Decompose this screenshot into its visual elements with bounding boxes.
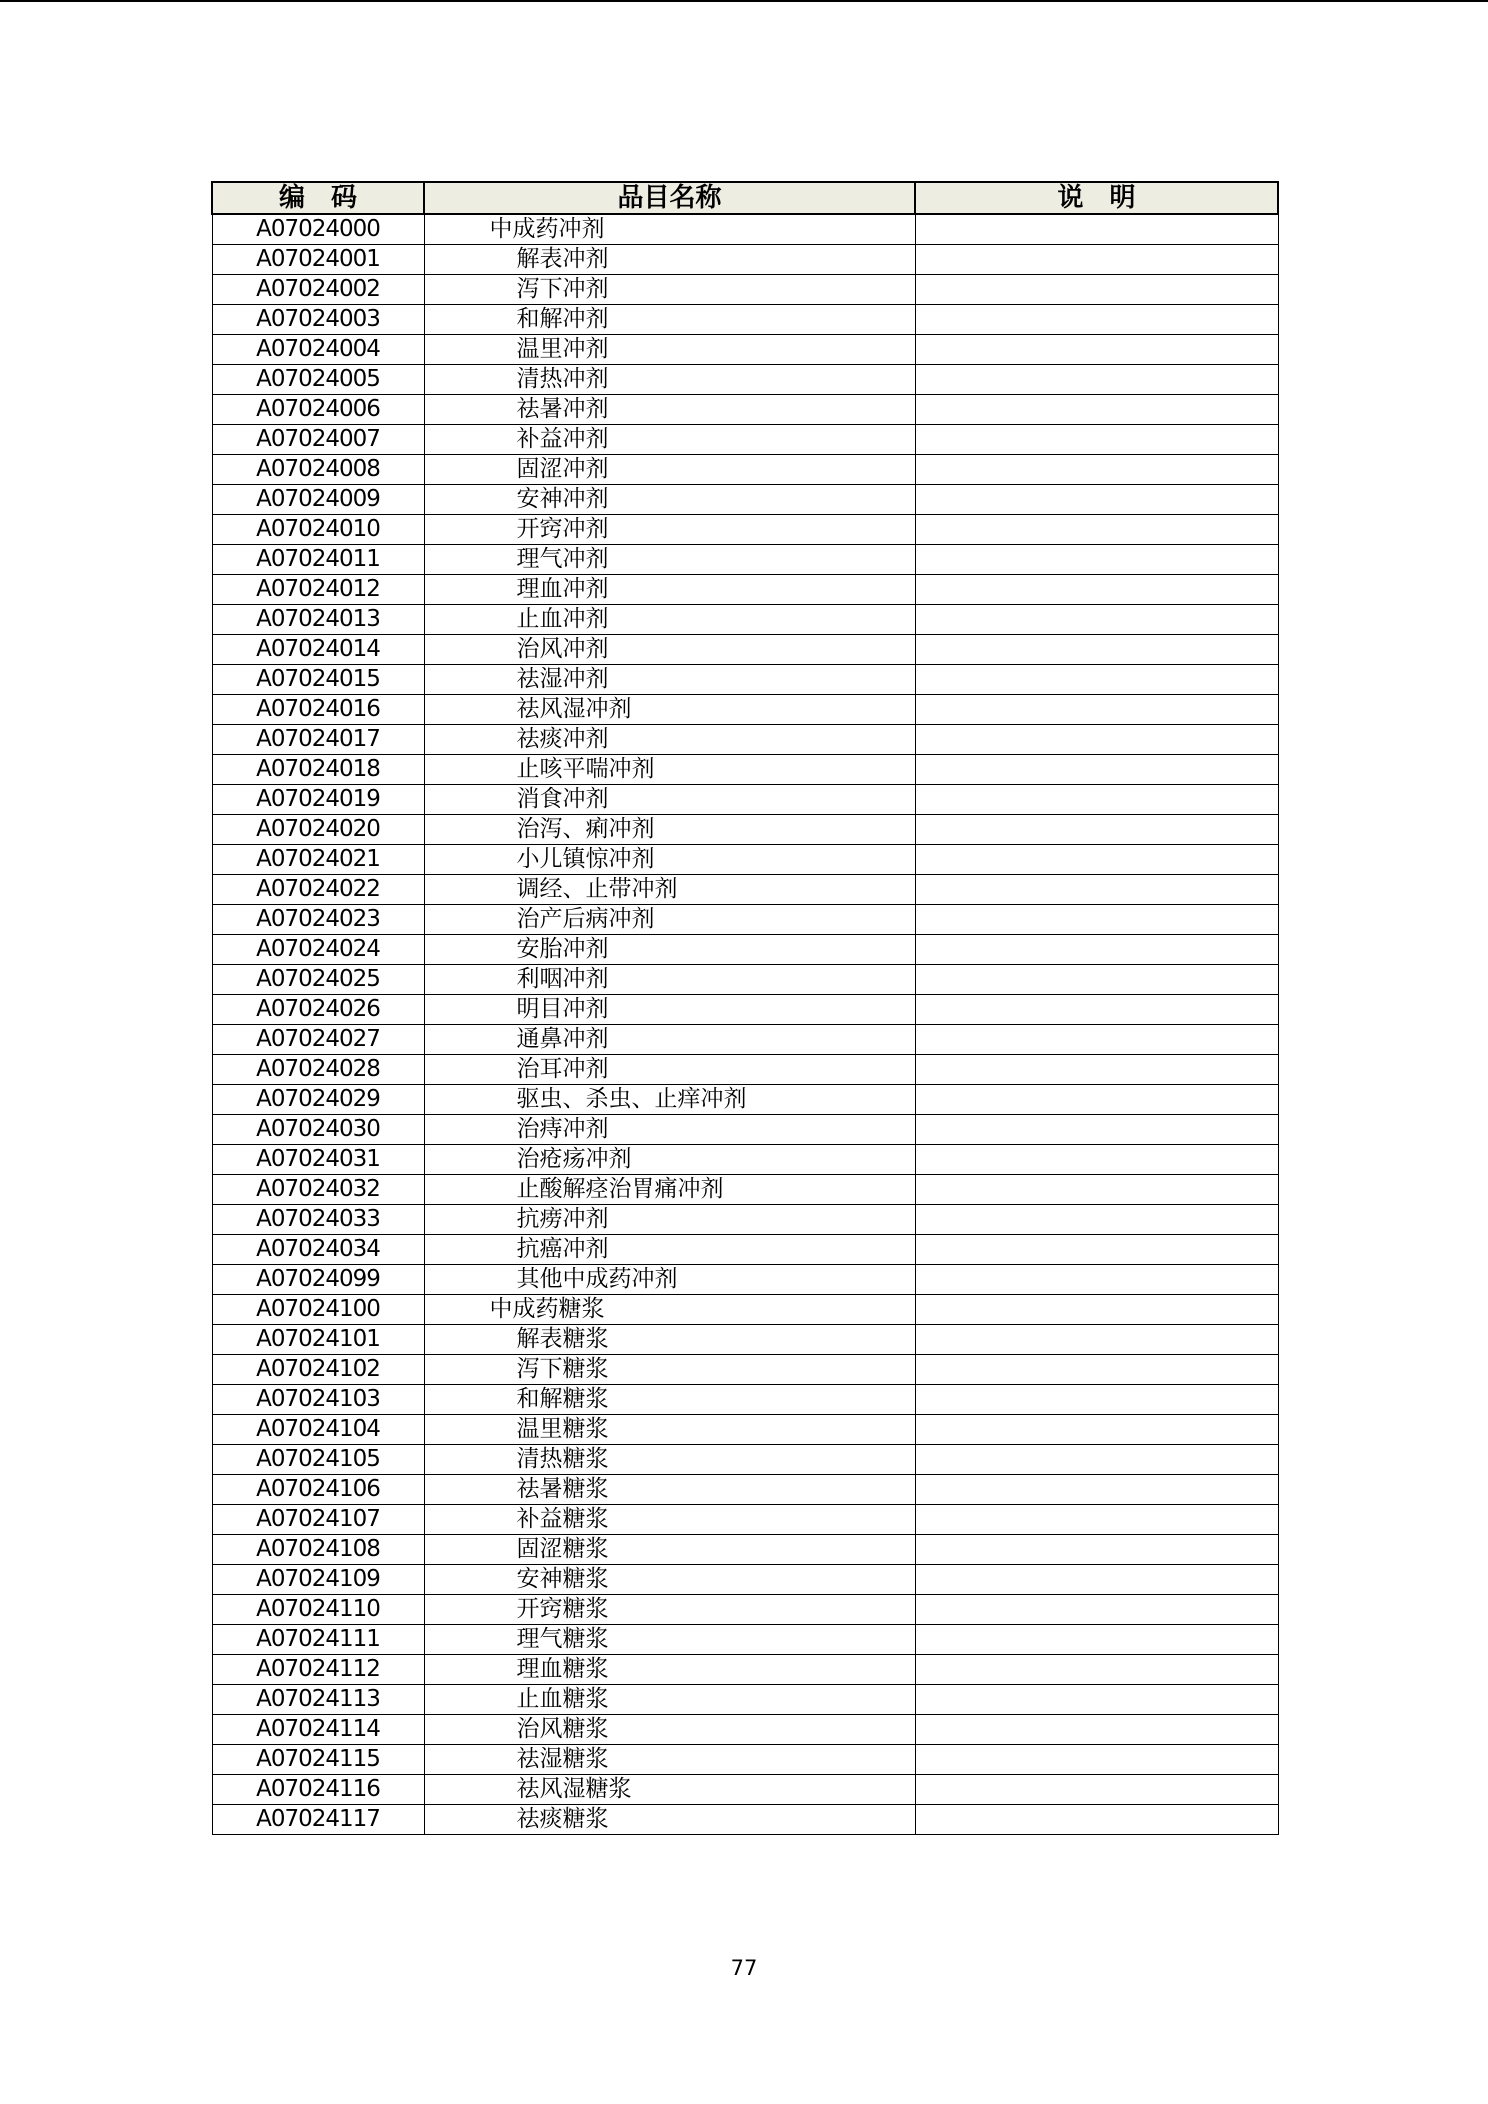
row-code: A07024013 [212, 605, 424, 635]
row-code: A07024014 [212, 635, 424, 665]
row-desc [915, 1205, 1278, 1235]
row-name: 治泻、痢冲剂 [424, 815, 915, 845]
row-code: A07024111 [212, 1625, 424, 1655]
table-row [212, 545, 1278, 575]
row-name: 安胎冲剂 [424, 935, 915, 965]
row-code: A07024004 [212, 335, 424, 365]
table-row [212, 1055, 1278, 1085]
row-code: A07024101 [212, 1325, 424, 1355]
row-desc [915, 815, 1278, 845]
row-name: 祛暑糖浆 [424, 1475, 915, 1505]
table-row [212, 1355, 1278, 1385]
row-desc [915, 1805, 1278, 1835]
row-desc [915, 1475, 1278, 1505]
row-desc [915, 245, 1278, 275]
table-row [212, 1175, 1278, 1205]
row-desc [915, 935, 1278, 965]
table-row [212, 995, 1278, 1025]
row-name: 温里冲剂 [424, 335, 915, 365]
page-number: 77 [730, 1956, 758, 1980]
row-name: 祛风湿糖浆 [424, 1775, 915, 1805]
row-desc [915, 995, 1278, 1025]
row-name: 泻下冲剂 [424, 275, 915, 305]
row-code: A07024117 [212, 1805, 424, 1835]
row-desc [915, 515, 1278, 545]
row-desc [915, 1025, 1278, 1055]
row-desc [915, 1115, 1278, 1145]
row-desc [915, 965, 1278, 995]
row-code: A07024103 [212, 1385, 424, 1415]
row-desc [915, 1775, 1278, 1805]
table-row [212, 485, 1278, 515]
row-code: A07024018 [212, 755, 424, 785]
table-row [212, 1445, 1278, 1475]
row-code: A07024114 [212, 1715, 424, 1745]
row-code: A07024003 [212, 305, 424, 335]
row-name: 解表糖浆 [424, 1325, 915, 1355]
row-name: 治风冲剂 [424, 635, 915, 665]
table-row [212, 1295, 1278, 1325]
row-desc [915, 1085, 1278, 1115]
header-code: 编 码 [212, 182, 424, 214]
row-name: 明目冲剂 [424, 995, 915, 1025]
page-top-rule [0, 0, 1488, 2]
row-name: 利咽冲剂 [424, 965, 915, 995]
row-name: 治产后病冲剂 [424, 905, 915, 935]
row-name: 清热糖浆 [424, 1445, 915, 1475]
row-code: A07024011 [212, 545, 424, 575]
row-name: 固涩冲剂 [424, 455, 915, 485]
row-desc [915, 545, 1278, 575]
row-code: A07024106 [212, 1475, 424, 1505]
row-name: 止血冲剂 [424, 605, 915, 635]
row-code: A07024031 [212, 1145, 424, 1175]
table-row [212, 1385, 1278, 1415]
table-row [212, 1025, 1278, 1055]
row-code: A07024033 [212, 1205, 424, 1235]
table-row [212, 455, 1278, 485]
row-desc [915, 1595, 1278, 1625]
row-name: 祛风湿冲剂 [424, 695, 915, 725]
row-desc [915, 905, 1278, 935]
row-name: 理血冲剂 [424, 575, 915, 605]
row-code: A07024115 [212, 1745, 424, 1775]
row-desc [915, 755, 1278, 785]
row-name: 解表冲剂 [424, 245, 915, 275]
row-desc [915, 1325, 1278, 1355]
row-code: A07024015 [212, 665, 424, 695]
row-code: A07024023 [212, 905, 424, 935]
row-name: 抗痨冲剂 [424, 1205, 915, 1235]
row-name: 安神糖浆 [424, 1565, 915, 1595]
table-row [212, 1235, 1278, 1265]
row-desc [915, 1295, 1278, 1325]
row-code: A07024006 [212, 395, 424, 425]
table-row [212, 335, 1278, 365]
row-name: 祛痰糖浆 [424, 1805, 915, 1835]
row-desc [915, 635, 1278, 665]
row-code: A07024010 [212, 515, 424, 545]
row-code: A07024108 [212, 1535, 424, 1565]
row-code: A07024110 [212, 1595, 424, 1625]
table-row [212, 1775, 1278, 1805]
table-row [212, 425, 1278, 455]
row-name: 止咳平喘冲剂 [424, 755, 915, 785]
table-row [212, 725, 1278, 755]
table-row [212, 1655, 1278, 1685]
table-row [212, 695, 1278, 725]
row-desc [915, 875, 1278, 905]
row-name: 固涩糖浆 [424, 1535, 915, 1565]
table-row [212, 1595, 1278, 1625]
row-desc [915, 214, 1278, 245]
row-name: 祛湿糖浆 [424, 1745, 915, 1775]
row-name: 安神冲剂 [424, 485, 915, 515]
table-row [212, 1535, 1278, 1565]
row-desc [915, 1355, 1278, 1385]
table-row [212, 1475, 1278, 1505]
row-desc [915, 1385, 1278, 1415]
row-name: 驱虫、杀虫、止痒冲剂 [424, 1085, 915, 1115]
row-name: 中成药冲剂 [424, 214, 915, 245]
row-code: A07024099 [212, 1265, 424, 1295]
row-name: 治痔冲剂 [424, 1115, 915, 1145]
row-name: 止酸解痉治胃痛冲剂 [424, 1175, 915, 1205]
row-code: A07024019 [212, 785, 424, 815]
row-desc [915, 1535, 1278, 1565]
table-row [212, 395, 1278, 425]
row-name: 和解冲剂 [424, 305, 915, 335]
row-name: 理血糖浆 [424, 1655, 915, 1685]
row-desc [915, 1445, 1278, 1475]
row-code: A07024109 [212, 1565, 424, 1595]
row-name: 开窍冲剂 [424, 515, 915, 545]
row-desc [915, 1415, 1278, 1445]
row-code: A07024012 [212, 575, 424, 605]
row-desc [915, 395, 1278, 425]
row-code: A07024017 [212, 725, 424, 755]
row-code: A07024020 [212, 815, 424, 845]
row-name: 和解糖浆 [424, 1385, 915, 1415]
row-code: A07024105 [212, 1445, 424, 1475]
row-code: A07024021 [212, 845, 424, 875]
row-name: 温里糖浆 [424, 1415, 915, 1445]
row-desc [915, 1565, 1278, 1595]
row-name: 清热冲剂 [424, 365, 915, 395]
row-desc [915, 845, 1278, 875]
row-code: A07024000 [212, 214, 424, 245]
row-desc [915, 1235, 1278, 1265]
table-row [212, 1625, 1278, 1655]
row-desc [915, 365, 1278, 395]
row-name: 小儿镇惊冲剂 [424, 845, 915, 875]
table-row [212, 1085, 1278, 1115]
row-code: A07024016 [212, 695, 424, 725]
row-code: A07024102 [212, 1355, 424, 1385]
row-name: 祛暑冲剂 [424, 395, 915, 425]
row-desc [915, 335, 1278, 365]
table-row [212, 815, 1278, 845]
table-row [212, 1505, 1278, 1535]
row-code: A07024028 [212, 1055, 424, 1085]
row-code: A07024030 [212, 1115, 424, 1145]
row-desc [915, 1145, 1278, 1175]
row-desc [915, 1625, 1278, 1655]
row-code: A07024002 [212, 275, 424, 305]
row-code: A07024100 [212, 1295, 424, 1325]
header-name: 品目名称 [424, 182, 915, 214]
table-row [212, 365, 1278, 395]
table-row [212, 1415, 1278, 1445]
row-desc [915, 1055, 1278, 1085]
row-desc [915, 665, 1278, 695]
table-row [212, 245, 1278, 275]
row-desc [915, 1505, 1278, 1535]
row-name: 通鼻冲剂 [424, 1025, 915, 1055]
row-desc [915, 1175, 1278, 1205]
table-row [212, 1205, 1278, 1235]
row-code: A07024025 [212, 965, 424, 995]
row-code: A07024112 [212, 1655, 424, 1685]
row-desc [915, 1685, 1278, 1715]
row-name: 祛痰冲剂 [424, 725, 915, 755]
row-code: A07024026 [212, 995, 424, 1025]
table-row [212, 515, 1278, 545]
table-row [212, 755, 1278, 785]
header-desc: 说 明 [915, 182, 1278, 214]
table-row [212, 965, 1278, 995]
table-row [212, 1565, 1278, 1595]
row-name: 理气糖浆 [424, 1625, 915, 1655]
table-row [212, 575, 1278, 605]
row-desc [915, 275, 1278, 305]
table-row [212, 875, 1278, 905]
row-name: 止血糖浆 [424, 1685, 915, 1715]
table-row [212, 605, 1278, 635]
table-row [212, 275, 1278, 305]
row-name: 治风糖浆 [424, 1715, 915, 1745]
row-code: A07024005 [212, 365, 424, 395]
row-name: 祛湿冲剂 [424, 665, 915, 695]
row-name: 中成药糖浆 [424, 1295, 915, 1325]
table-row [212, 845, 1278, 875]
row-code: A07024027 [212, 1025, 424, 1055]
row-name: 抗癌冲剂 [424, 1235, 915, 1265]
row-name: 其他中成药冲剂 [424, 1265, 915, 1295]
row-name: 理气冲剂 [424, 545, 915, 575]
table-row [212, 1805, 1278, 1835]
table-row [212, 1745, 1278, 1775]
row-desc [915, 1745, 1278, 1775]
row-desc [915, 695, 1278, 725]
row-name: 治疮疡冲剂 [424, 1145, 915, 1175]
row-desc [915, 785, 1278, 815]
row-desc [915, 455, 1278, 485]
table-body [212, 214, 1278, 1835]
table-row [212, 785, 1278, 815]
row-name: 开窍糖浆 [424, 1595, 915, 1625]
table-row [212, 214, 1278, 245]
row-code: A07024032 [212, 1175, 424, 1205]
row-desc [915, 485, 1278, 515]
row-code: A07024116 [212, 1775, 424, 1805]
row-desc [915, 605, 1278, 635]
row-desc [915, 425, 1278, 455]
row-desc [915, 1265, 1278, 1295]
row-code: A07024113 [212, 1685, 424, 1715]
row-name: 消食冲剂 [424, 785, 915, 815]
row-code: A07024009 [212, 485, 424, 515]
table-row [212, 1145, 1278, 1175]
table-row [212, 665, 1278, 695]
catalog-table [211, 181, 1279, 1835]
row-name: 补益糖浆 [424, 1505, 915, 1535]
table-header-row [212, 182, 1278, 214]
row-code: A07024104 [212, 1415, 424, 1445]
row-desc [915, 305, 1278, 335]
row-desc [915, 1655, 1278, 1685]
row-desc [915, 725, 1278, 755]
row-code: A07024029 [212, 1085, 424, 1115]
table-row [212, 935, 1278, 965]
row-code: A07024034 [212, 1235, 424, 1265]
row-code: A07024024 [212, 935, 424, 965]
table-row [212, 905, 1278, 935]
row-code: A07024007 [212, 425, 424, 455]
row-code: A07024107 [212, 1505, 424, 1535]
row-name: 治耳冲剂 [424, 1055, 915, 1085]
table-row [212, 305, 1278, 335]
table-row [212, 1685, 1278, 1715]
table-row [212, 1325, 1278, 1355]
row-code: A07024022 [212, 875, 424, 905]
row-code: A07024001 [212, 245, 424, 275]
row-name: 调经、止带冲剂 [424, 875, 915, 905]
row-name: 补益冲剂 [424, 425, 915, 455]
row-desc [915, 575, 1278, 605]
row-name: 泻下糖浆 [424, 1355, 915, 1385]
table-row [212, 1115, 1278, 1145]
table-row [212, 1265, 1278, 1295]
table-row [212, 1715, 1278, 1745]
table-row [212, 635, 1278, 665]
row-desc [915, 1715, 1278, 1745]
row-code: A07024008 [212, 455, 424, 485]
